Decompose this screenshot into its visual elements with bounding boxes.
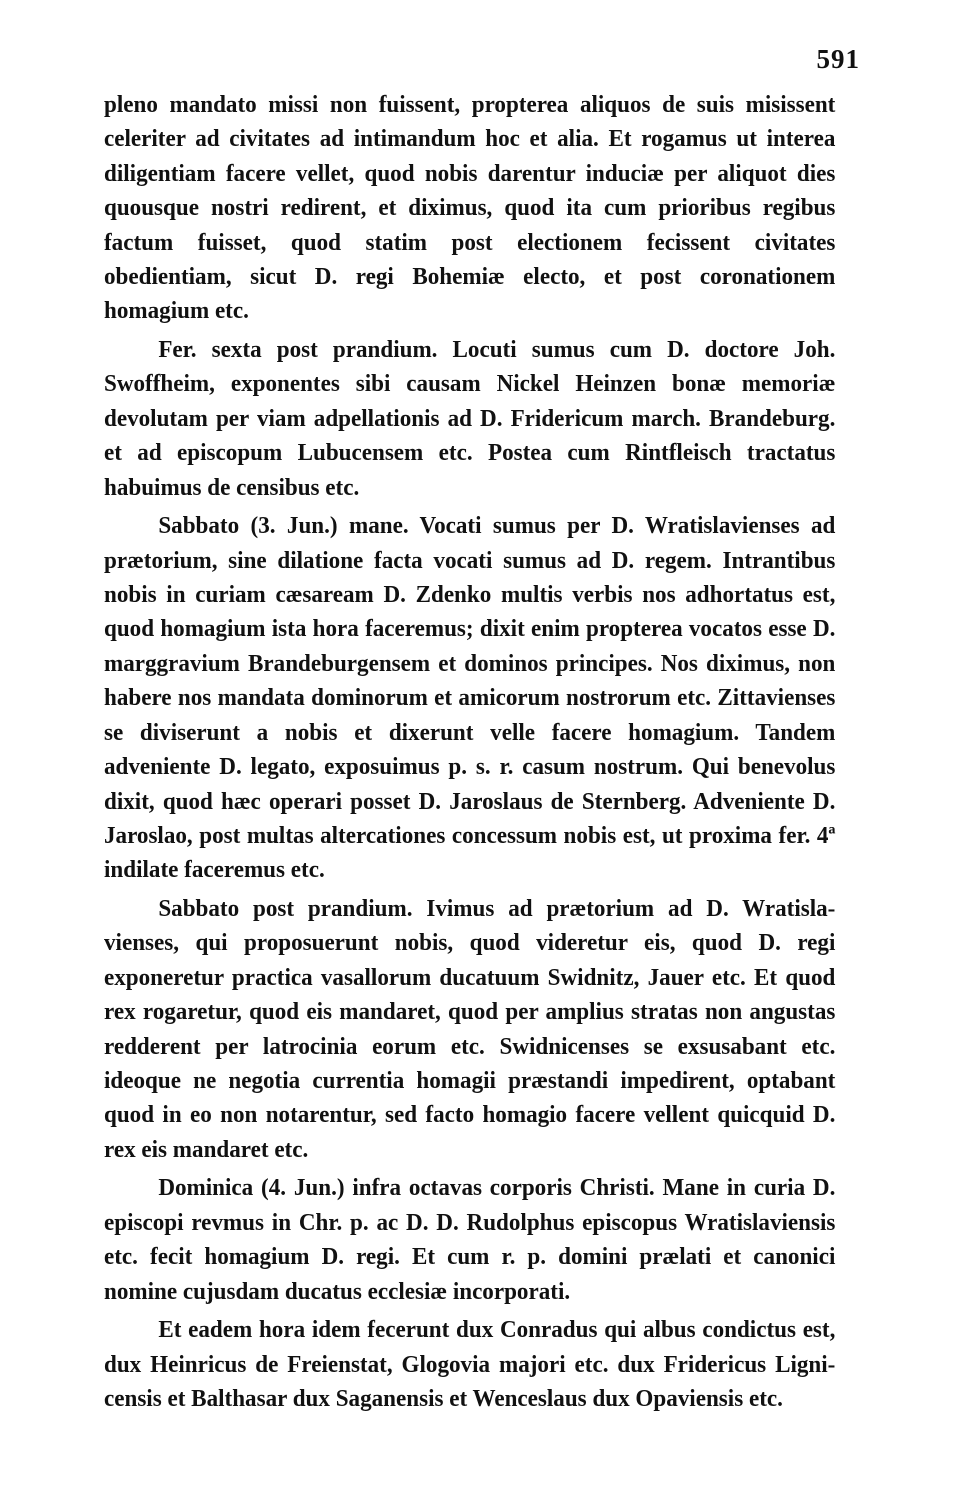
paragraph-2: Fer. sexta post prandium. Locuti sumus cum D. doctore Joh. Swoffheim, exponentes sibi causam Nickel Heinzen bonæ memoriæ devolutam per viam adpellationis ad D. Fridericum march. Brandeburg. et ad episcopum Lubucensem etc. Postea cum Rintfleisch tractatus habuimus de censibus etc. xyxy=(104,337,836,501)
paragraph-3: Sabbato (3. Jun.) mane. Vocati sumus per D. Wratislavienses ad prætorium, sine dilatione facta vocati sumus ad D. regem. Intrantibus nobis in curiam cæsaream D. Zdenko multis verbis nos adhortatus est, quod homagium ista hora faceremus; dixit enim propterea vocatos esse D. marggravium Brandeburgensem et dominos principes. Nos diximus, non habere nos mandata dominorum et amicorum nostrorum etc. Zittavienses se diviserunt a nobis et dixerunt velle facere homagium. Tandem adveniente D. legato, exposuimus p. s. r. casum nostrum. Qui benevolus dixit, quod hæc operari posset D. Jaroslaus de Sternberg. Adveniente D. Jaroslao, post multas altercationes concessum nobis est, ut proxima fer. 4ª indilate faceremus etc. xyxy=(104,513,836,884)
paragraph-4: Sabbato post prandium. Ivimus ad prætorium ad D. Wratislavienses, qui proposuerunt nobis, quod videretur eis, quod D. regi exponeretur practica vasallorum ducatuum Swidnitz, Jauer etc. Et quod rex rogaretur, quod eis mandaret, quod per amplius stratas non angustas redderent per latrocinia eorum etc. Swidnicenses se exsusabant etc. ideoque ne negotia currentia homagii præstandi impedirent, optabant quod in eo non notarentur, sed facto homagio facere vellent quicquid D. rex eis mandaret etc. xyxy=(104,895,836,1163)
page-body xyxy=(104,88,835,1421)
paragraph-1: pleno mandato missi non fuissent, propterea aliquos de suis misissent celeriter ad civitates ad intimandum hoc et alia. Et rogamus ut interea diligentiam facere vellet, quod nobis darentur induciæ per aliquot dies quousque nostri redirent, et diximus, quod ita cum prioribus regibus factum fuisset, quod statim post electionem fecissent civitates obedientiam, sicut D. regi Bohemiæ electo, et post coronationem homagium etc. xyxy=(104,92,836,325)
page-number: 591 xyxy=(816,44,860,74)
paragraph-5: Dominica (4. Jun.) infra octavas corporis Christi. Mane in curia D. episcopi revmus in Chr. p. ac D. D. Rudolphus episcopus Wratislaviensis etc. fecit homagium D. regi. Et cum r. p. domini prælati et canonici nomine cujusdam ducatus ecclesiæ incorporati. xyxy=(104,1175,836,1305)
paragraph-6: Et eadem hora idem fecerunt dux Conradus qui albus condictus est, dux Heinricus de Freienstat, Glogovia majori etc. dux Fridericus Lignicensis et Balthasar dux Saganensis et Wenceslaus dux Opaviensis etc. xyxy=(104,1317,836,1412)
